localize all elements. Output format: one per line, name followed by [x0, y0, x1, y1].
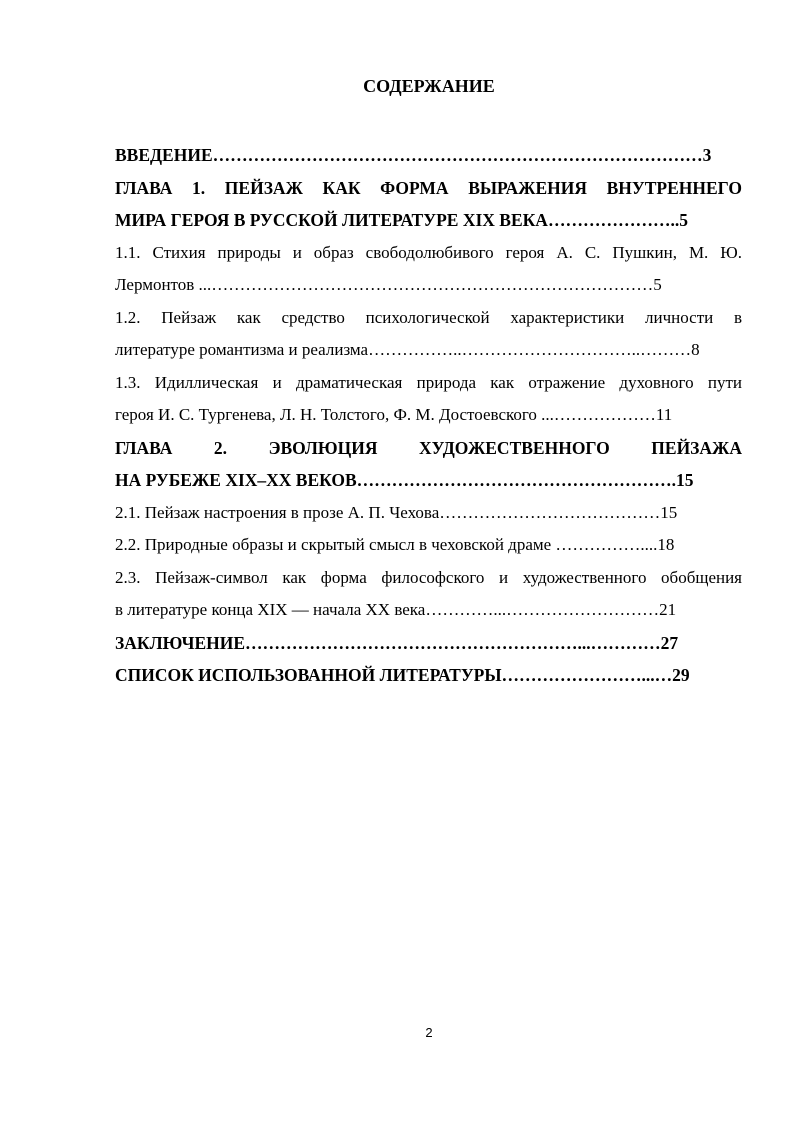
- toc-entry-bibliography: СПИСОК ИСПОЛЬЗОВАННОЙ ЛИТЕРАТУРЫ……………………...…29: [115, 665, 690, 685]
- toc-entry-chapter-2-line-2: НА РУБЕЖЕ XIX–XX ВЕКОВ……………………………………………….15: [115, 470, 694, 490]
- toc-entry-section-1-1-line-2: Лермонтов ...……………………………………………………………………5: [115, 275, 662, 294]
- toc-entry-chapter-2-line-1: ГЛАВА 2. ЭВОЛЮЦИЯ ХУДОЖЕСТВЕННОГО ПЕЙЗАЖА: [115, 437, 742, 458]
- toc-entry-section-1-3-line-1: 1.3. Идиллическая и драматическая природа как отражение духовного пути: [115, 372, 742, 392]
- toc-entry-section-2-3-line-2: в литературе конца XIX — начала XX века…………...………………………21: [115, 600, 677, 619]
- toc-entry-chapter-1-line-2: МИРА ГЕРОЯ В РУССКОЙ ЛИТЕРАТУРЕ XIX ВЕКА…………………..5: [115, 210, 688, 230]
- toc-entry-introduction: ВВЕДЕНИЕ…………………………………………………………………………3: [115, 145, 712, 165]
- page-title: СОДЕРЖАНИЕ: [363, 76, 495, 96]
- toc-entry-conclusion: ЗАКЛЮЧЕНИЕ…………………………………………………...…………27: [115, 632, 679, 653]
- toc-entry-section-1-2-line-1: 1.2. Пейзаж как средство психологической характеристики личности в: [115, 307, 742, 327]
- toc-entry-section-2-2: 2.2. Природные образы и скрытый смысл в чеховской драме ……………....18: [115, 535, 675, 554]
- table-of-contents: [115, 139, 742, 692]
- toc-entry-section-1-1-line-1: 1.1. Стихия природы и образ свободолюбивого героя А. С. Пушкин, М. Ю.: [115, 242, 742, 262]
- toc-entry-chapter-1-line-1: ГЛАВА 1. ПЕЙЗАЖ КАК ФОРМА ВЫРАЖЕНИЯ ВНУТРЕННЕГО: [115, 177, 742, 198]
- page-number: 2: [425, 1025, 433, 1040]
- toc-entry-section-1-3-line-2: героя И. С. Тургенева, Л. Н. Толстого, Ф. М. Достоевского ...………………11: [115, 405, 673, 424]
- toc-entry-section-2-1: 2.1. Пейзаж настроения в прозе А. П. Чехова…………………………………15: [115, 502, 678, 522]
- toc-entry-section-2-3-line-1: 2.3. Пейзаж-символ как форма философского и художественного обобщения: [115, 567, 742, 587]
- toc-entry-section-1-2-line-2: литературе романтизма и реализма……………..…………………………..………8: [115, 340, 700, 359]
